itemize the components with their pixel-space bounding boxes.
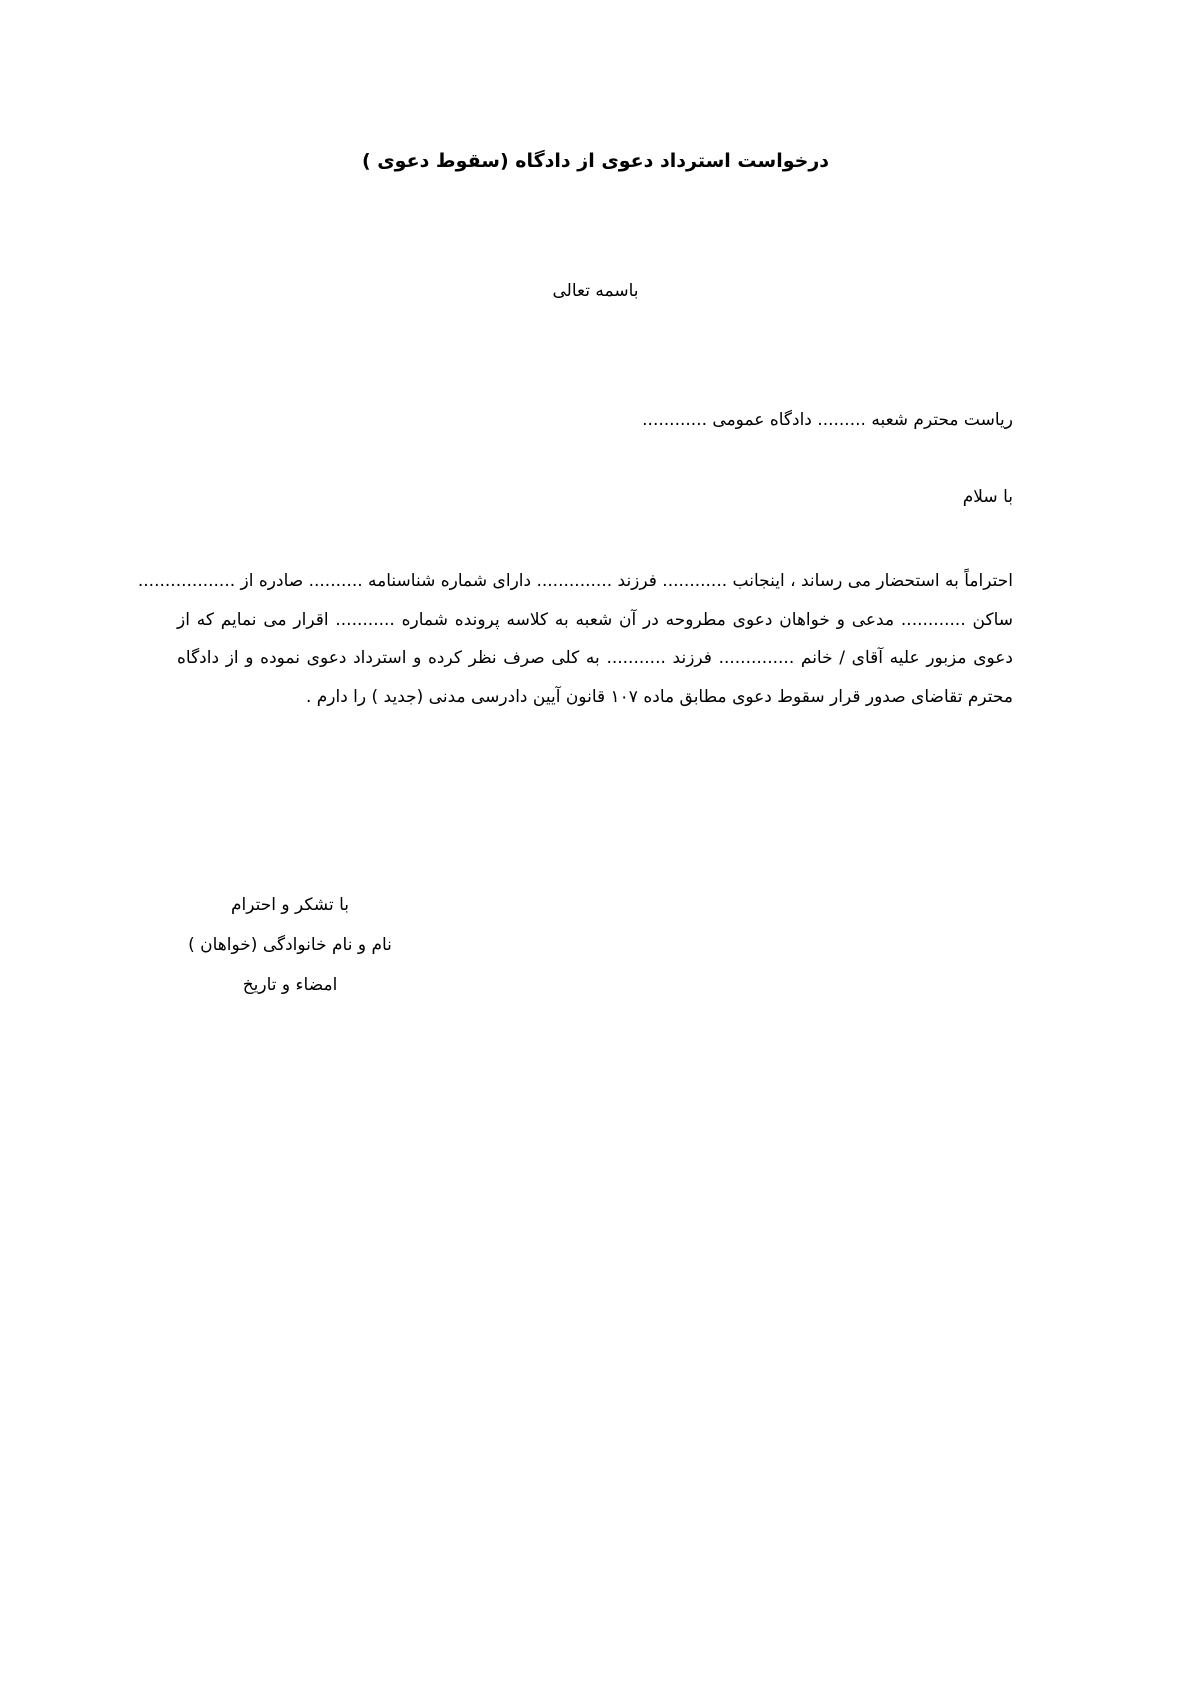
body-line: احتراماً به استحضار می رساند ، اینجانب ............ فرزند .............. دارای شماره شناسنامه .......... صادره از .................. xyxy=(137,571,1013,591)
greeting-line: با سلام xyxy=(962,487,1013,507)
document-title: درخواست استرداد دعوی از دادگاه (سقوط دعوی ) xyxy=(361,150,830,172)
body-line: محترم تقاضای صدور قرار سقوط دعوی مطابق ماده ۱۰۷ قانون آیین دادرسی مدنی (جدید ) را دارم . xyxy=(305,686,1013,707)
addressee-line: ریاست محترم شعبه ......... دادگاه عمومی ............ xyxy=(642,410,1013,430)
invocation-heading: باسمه تعالی xyxy=(552,281,639,301)
closing-regards: با تشکر و احترام xyxy=(231,895,349,915)
signature-block xyxy=(160,885,420,1005)
signature-date-label: امضاء و تاریخ xyxy=(242,975,338,995)
request-body xyxy=(137,562,1013,716)
body-line: ساکن ............ مدعی و خواهان دعوی مطروحه در آن شعبه به کلاسه پرونده شماره ........... اقرار می نمایم که از xyxy=(177,609,1013,630)
body-line: دعوی مزبور علیه آقای / خانم .............. فرزند ........... به کلی صرف نظر کرده و استرداد دعوی نموده و از دادگاه xyxy=(177,648,1013,668)
plaintiff-name-label: نام و نام خانوادگی (خواهان ) xyxy=(188,935,392,955)
